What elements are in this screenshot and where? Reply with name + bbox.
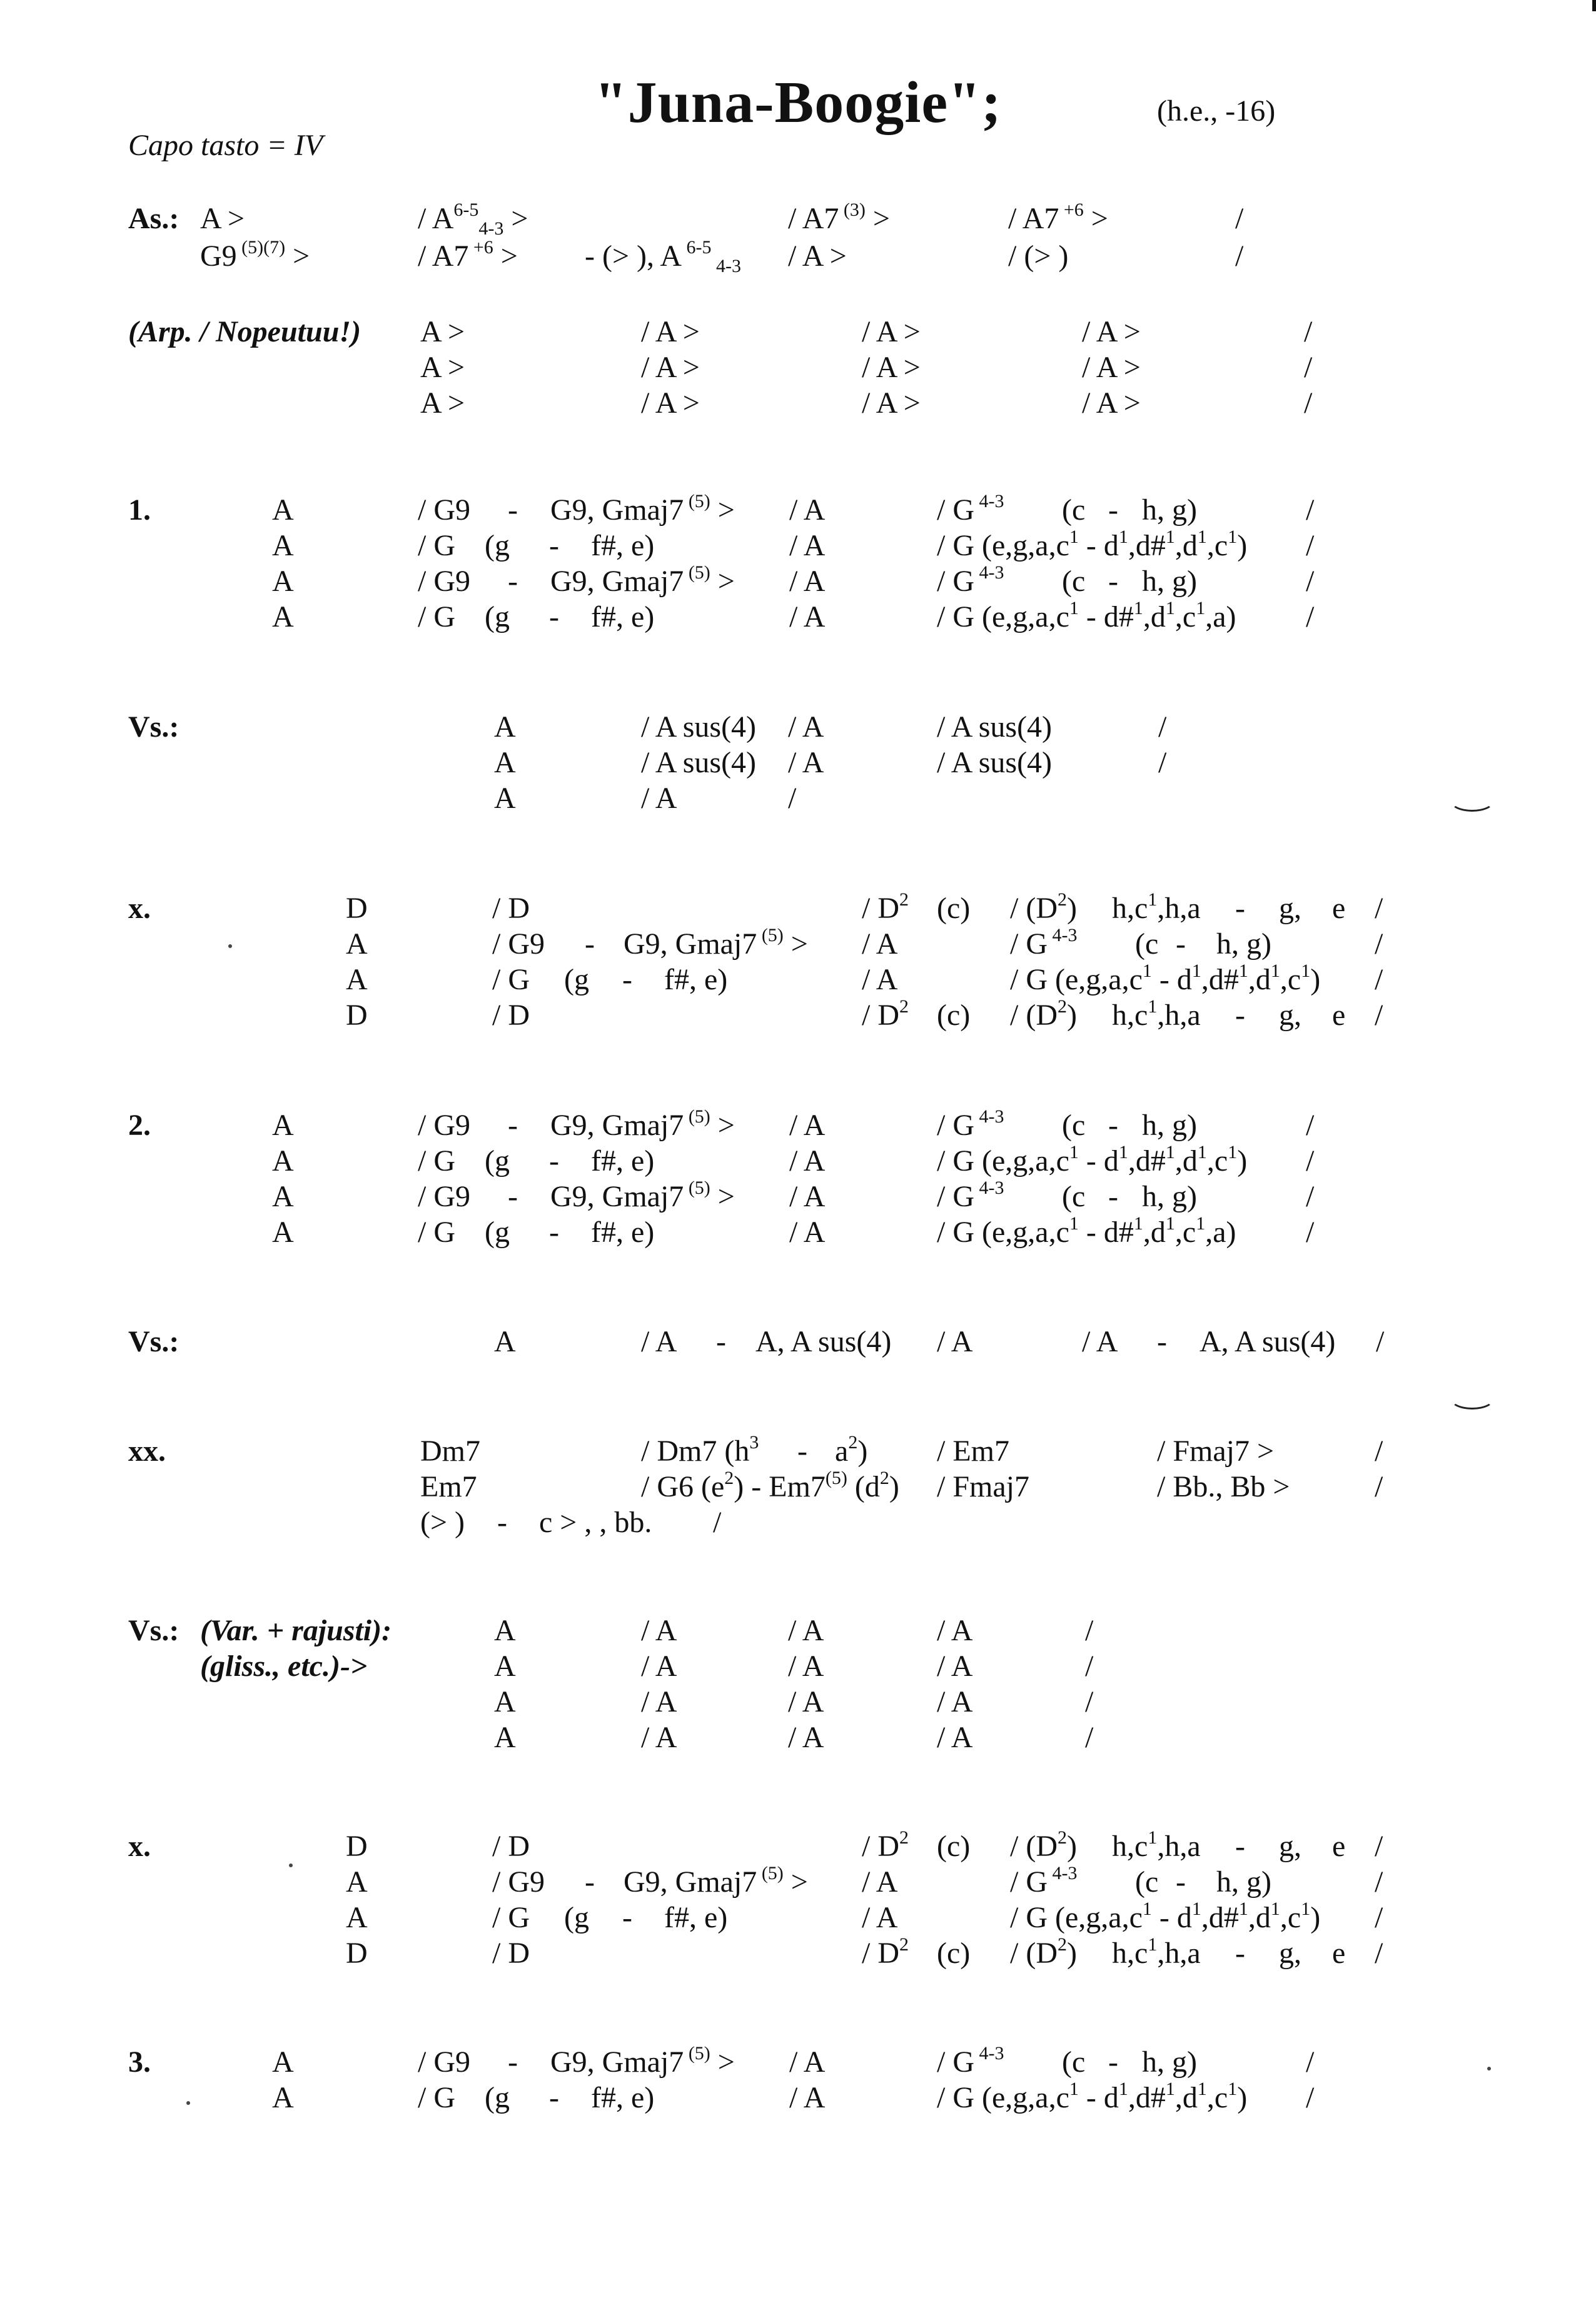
section-label-vs-2: Vs.: <box>128 1325 179 1358</box>
x2-line-3: A / G (g - f#, e) / A / G ($e,g,a,c^1$ - $d^1,d\#^1,d^1,c^1$) / <box>346 1899 1383 1934</box>
capo-note: Capo tasto = IV <box>128 129 323 162</box>
verse2-line-2: A / G (g - f#, e) / A / G ($e,g,a,c^1$ - $d^1,d\#^1,d^1,c^1$) / <box>272 1142 1315 1178</box>
section-label-verse-2: 2. <box>128 1109 151 1142</box>
section-label-x-1: x. <box>128 892 151 925</box>
section-label-x-2: x. <box>128 1830 151 1863</box>
vs1-line-3: A / A / <box>494 782 797 815</box>
xx-line-3: (> ) - c > , , bb. / <box>420 1506 722 1539</box>
author-credit: (h.e., -16) <box>1157 94 1276 128</box>
arp-line-3: A > / A > / A > / A > / <box>420 386 1313 420</box>
arp-line-2: A > / A > / A > / A > / <box>420 351 1313 384</box>
variation-note-1: (Var. + rajusti): <box>200 1614 392 1647</box>
xx-line-1: Dm7 / Dm7 ($h^3$ - $a^2$) / Em7 / Fmaj7 > / <box>420 1432 1383 1468</box>
scan-dust <box>1487 2067 1491 2070</box>
punch-hole-arc <box>1450 789 1495 812</box>
verse1-line-2: A / G (g - f#, e) / A / G ($e,g,a,c^1$ - $d^1,d\#^1,d^1,c^1$) / <box>272 527 1315 562</box>
section-label-arp: (Arp. / Nopeutuu!) <box>128 315 361 348</box>
section-label-vs-3: Vs.: <box>128 1614 179 1647</box>
vs3-line-3: A / A / A / A / <box>494 1685 1094 1718</box>
arp-line-1: A > / A > / A > / A > / <box>420 315 1313 348</box>
vs1-line-2: A / A sus(4) / A / A sus(4) / <box>494 746 1167 779</box>
vs1-line-1: A / A sus(4) / A / A sus(4) / <box>494 710 1167 744</box>
verse2-line-1: A / G9 - G9, Gmaj7 $^{(5)}$ > / A / G $^{4-3}$ (c - h, g) / <box>272 1106 1315 1142</box>
vs2-line-1: A / A - A, A sus(4) / A / A - A, A sus(4) / <box>494 1325 1385 1358</box>
verse1-line-1: A / G9 - G9, Gmaj7 $^{(5)}$ > / A / G $^{4-3}$ (c - h, g) / <box>272 491 1315 527</box>
section-label-intro: As.: <box>128 202 179 235</box>
verse3-line-1: A / G9 - G9, Gmaj7 $^{(5)}$ > / A / G $^{4-3}$ (c - h, g) / <box>272 2043 1315 2079</box>
scan-dust <box>289 1864 293 1867</box>
vs3-line-1: A / A / A / A / <box>494 1614 1094 1647</box>
section-label-verse-1: 1. <box>128 493 151 527</box>
verse2-line-3: A / G9 - G9, Gmaj7 $^{(5)}$ > / A / G $^{4-3}$ (c - h, g) / <box>272 1178 1315 1213</box>
vs3-line-2: A / A / A / A / <box>494 1650 1094 1683</box>
x1-line-3: A / G (g - f#, e) / A / G ($e,g,a,c^1$ - $d^1,d\#^1,d^1,c^1$) / <box>346 961 1383 996</box>
x2-line-4: D / D / $D^2$ (c) / $(D^2)$ $h,c^1,h,a$ - g, e / <box>346 1934 1383 1970</box>
scan-dust <box>186 2101 190 2105</box>
x1-line-2: A / G9 - G9, Gmaj7 $^{(5)}$ > / A / G $^{4-3}$ (c - h, g) / <box>346 925 1383 961</box>
verse3-line-2: A / G (g - f#, e) / A / G ($e,g,a,c^1$ - $d^1,d\#^1,d^1,c^1$) / <box>272 2079 1315 2114</box>
section-label-verse-3: 3. <box>128 2045 151 2079</box>
intro-line-2: G9 $^{(5)(7)}$ > / A7 $^{+6}$ > - (> ), A $^{6-5}$ $_{4-3}$ / A > / (> ) / <box>200 237 1244 276</box>
vs3-line-4: A / A / A / A / <box>494 1721 1094 1754</box>
intro-line-1: A > / $A^{6-5}_{4-3}$ > / A7 $^{(3)}$ > / A7 $^{+6}$ > / <box>200 199 1244 239</box>
page-edge-mark <box>1592 0 1596 11</box>
verse1-line-4: A / G (g - f#, e) / A / G ($e,g,a,c^1$ - $d\#^1,d^1,c^1,a$) / <box>272 598 1315 633</box>
verse1-line-3: A / G9 - G9, Gmaj7 $^{(5)}$ > / A / G $^{4-3}$ (c - h, g) / <box>272 562 1315 598</box>
x1-line-4: D / D / $D^2$ (c) / $(D^2)$ $h,c^1,h,a$ - g, e / <box>346 996 1383 1032</box>
variation-note-2: (gliss., etc.)-> <box>200 1650 368 1683</box>
x1-line-1: D / D / $D^2$ (c) / $(D^2)$ $h,c^1,h,a$ - g, e / <box>346 889 1383 925</box>
x2-line-2: A / G9 - G9, Gmaj7 $^{(5)}$ > / A / G $^{4-3}$ (c - h, g) / <box>346 1863 1383 1899</box>
punch-hole-arc <box>1450 1387 1495 1410</box>
xx-line-2: Em7 / G6 $(e^2) - Em7^{(5)}$ $(d^2)$ / Fmaj7 / Bb., Bb > / <box>420 1468 1383 1503</box>
song-title: "Juna-Boogie"; <box>594 70 1002 135</box>
x2-line-1: D / D / $D^2$ (c) / $(D^2)$ $h,c^1,h,a$ - g, e / <box>346 1827 1383 1863</box>
section-label-xx: xx. <box>128 1435 166 1468</box>
section-label-vs-1: Vs.: <box>128 710 179 744</box>
verse2-line-4: A / G (g - f#, e) / A / G ($e,g,a,c^1$ - $d\#^1,d^1,c^1,a$) / <box>272 1213 1315 1249</box>
scan-dust <box>228 944 232 948</box>
